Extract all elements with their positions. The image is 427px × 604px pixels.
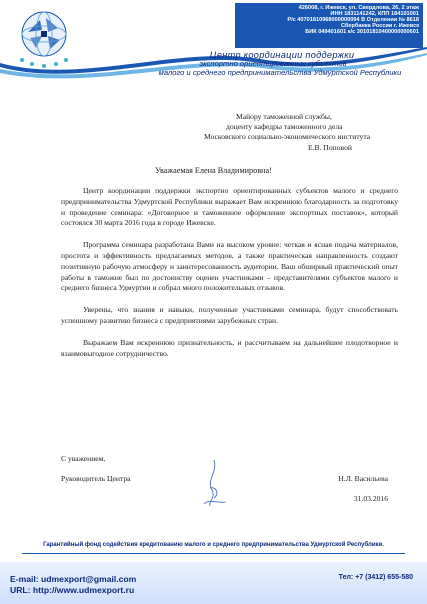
addressee-line-1: Майору таможенной службы,	[236, 112, 332, 121]
fund-title: Гарантийный фонд содействия кредитованию малого и среднего предпринимательства Удмуртской Республики.	[43, 542, 384, 548]
org-title-line-2: экспортно ориентированных субъектов	[199, 59, 347, 68]
inn-kpp-line: ИНН 1831141242, КПП 184101001	[330, 11, 419, 18]
org-title-line-3: малого и среднего предпринимательства Удмуртской Республики	[158, 67, 402, 77]
address-line: 426008, г. Ижевск, ул. Свердлова, 26, 2 этаж	[298, 5, 419, 11]
footer-divider	[22, 553, 405, 554]
paragraph: Выражаем Вам искреннюю признательность, и рассчитываем на дальнейшее плодотворное и взаимовыгодное сотрудничество.	[61, 337, 398, 358]
signer-position: Руководитель Центра	[61, 474, 131, 483]
addressee-line-3: Московского социально-экономического института	[204, 132, 371, 142]
letter-date: 31.03.2016	[353, 494, 388, 503]
paragraph: Программа семинара разработана Вами на высоком уровне: четкая и ясная подача материалов, простота и эффективность предлагаемых методов, а также практическая направленность создают позитивную рабочую атмосферу и заинтересованность аудитории. Ваш обширный практический опыт работы в таможне был по достоинству оценен участниками – представителями субъектов малого и среднего бизнеса Удмуртии и собрал много положительных отзывов.	[61, 240, 398, 293]
addressee-block	[196, 112, 412, 153]
org-title-line-1: Центр координации поддержки	[209, 50, 355, 60]
bank-line: Сбербанка России г. Ижевск	[340, 23, 419, 30]
signer-name: Н.Л. Васильева	[338, 474, 388, 483]
account-line: Р/с 40701810968000000094 В Отделении № 8618	[287, 17, 419, 24]
footer-contacts	[10, 574, 136, 595]
salutation: Уважаемая Елена Владимировна!	[155, 166, 272, 175]
website-link[interactable]: URL: http://www.udmexport.ru	[10, 584, 135, 595]
letter-body	[61, 186, 398, 370]
paragraph: Центр координации поддержки экспортно ориентированных субъектов малого и среднего предпринимательства Удмуртской Республики выражает Вам искреннюю благодарность за подготовку и проведение семинара: «Договорное и таможенное оформление экспортных поставок», который состоялся 30 марта 2016 года в городе Ижевске.	[61, 186, 398, 228]
paragraph: Уверены, что знания и навыки, полученные участниками семинара, будут способствовать успешному развитию бизнеса с предприятиями зарубежных стран.	[61, 305, 398, 325]
handwritten-signature	[196, 458, 236, 508]
addressee-name: Е.В. Поповой	[308, 142, 352, 152]
addressee-line-2: доценту кафедры таможенного дела	[226, 122, 343, 132]
bik-line: БИК 049401601 к/с 30101810400000000601	[305, 29, 419, 36]
requisites-box	[235, 3, 423, 48]
closing-regards: С уважением,	[61, 454, 106, 463]
organization-title	[112, 50, 424, 77]
phone-number: Тел: +7 (3412) 655-580	[338, 574, 413, 581]
email-link[interactable]: E-mail: udmexport@gmail.com	[10, 574, 137, 584]
